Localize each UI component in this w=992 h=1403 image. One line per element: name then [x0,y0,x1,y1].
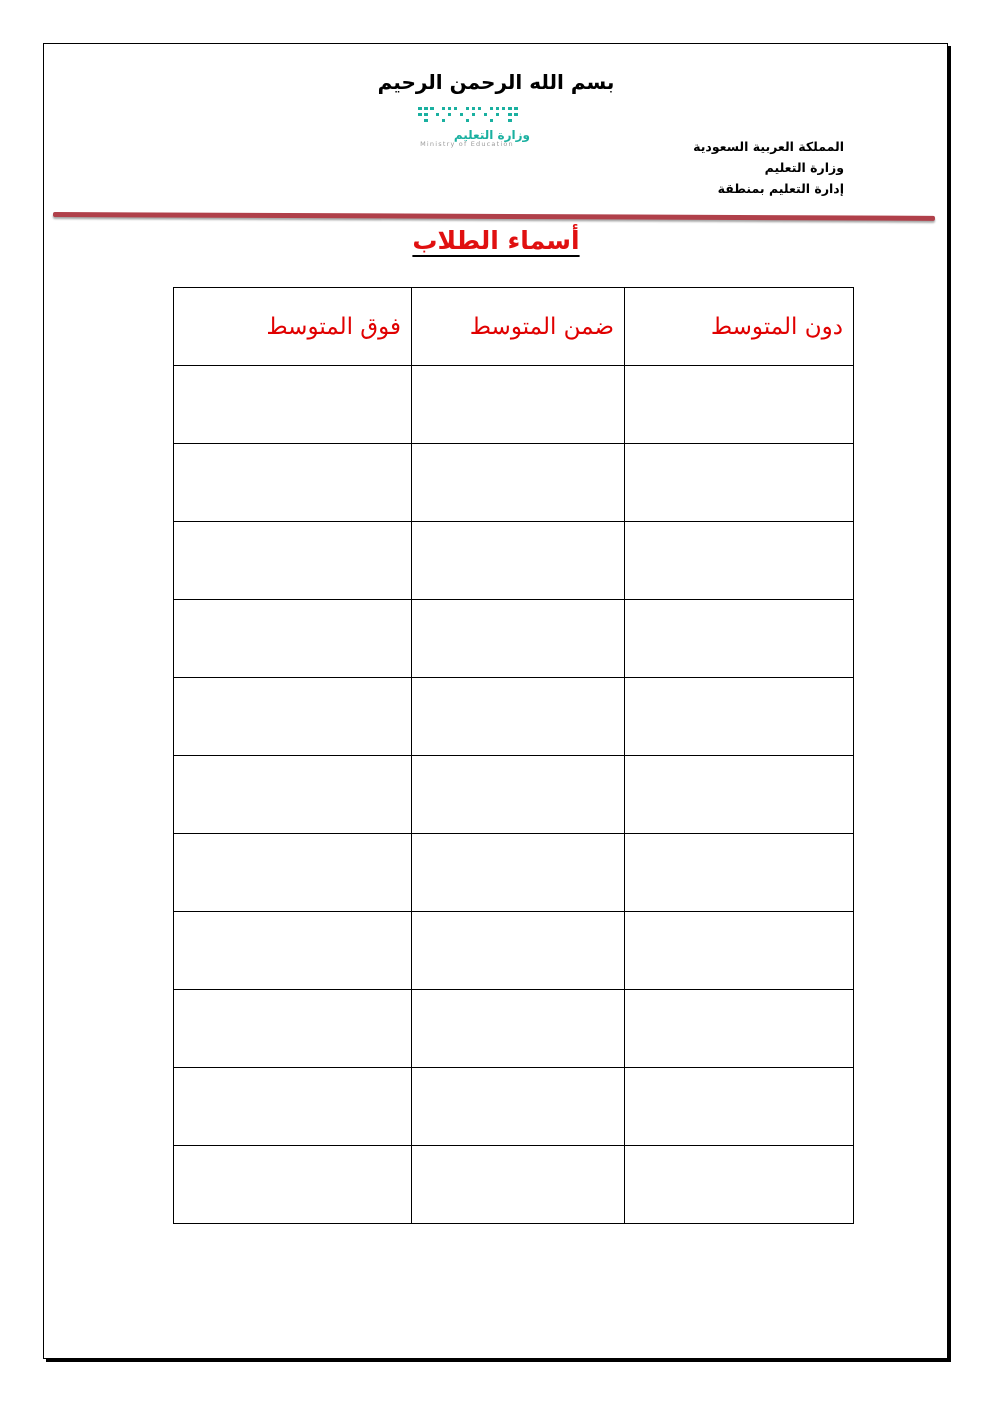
table-cell [625,990,854,1068]
table-body [174,366,854,1224]
table-cell [174,1068,412,1146]
table-cell [174,522,412,600]
page-title: أسماء الطلاب [412,226,580,255]
table-cell [174,678,412,756]
table-cell [625,834,854,912]
table-cell [412,366,625,444]
table-row [174,600,854,678]
table-cell [625,444,854,522]
table-row [174,990,854,1068]
table-cell [412,912,625,990]
table-row [174,366,854,444]
table-cell [625,1068,854,1146]
table-cell [412,444,625,522]
table-row [174,444,854,522]
table-cell [174,912,412,990]
table-row [174,834,854,912]
table-cell [412,600,625,678]
table-row [174,756,854,834]
table-cell [412,1068,625,1146]
table-header-row [174,288,854,366]
student-names-table [173,287,854,1224]
header-line-department: إدارة التعليم بمنطقة [717,181,844,196]
basmala: بسم الله الرحمن الرحيم [377,70,615,94]
table-cell [412,1146,625,1224]
table-cell [625,1146,854,1224]
table-cell [412,834,625,912]
table-row [174,912,854,990]
table-row [174,678,854,756]
column-header-average: ضمن المتوسط [412,288,625,366]
logo-name: وزارة التعليم [453,128,530,142]
table-cell [625,912,854,990]
header-line-ministry: وزارة التعليم [764,160,844,175]
column-header-below-average: دون المتوسط [625,288,854,366]
table-cell [174,600,412,678]
table-cell [174,366,412,444]
table-cell [625,756,854,834]
table-cell [174,1146,412,1224]
table-cell [625,678,854,756]
table-row [174,1146,854,1224]
table-cell [412,678,625,756]
table-cell [412,522,625,600]
table-row [174,522,854,600]
table-row [174,1068,854,1146]
page-title-wrap [0,226,992,255]
table-cell [174,756,412,834]
table-cell [625,600,854,678]
column-header-above-average: فوق المتوسط [174,288,412,366]
table-cell [625,522,854,600]
logo-subtitle: Ministry of Education [420,140,514,148]
table-cell [412,756,625,834]
table-cell [174,834,412,912]
table-cell [625,366,854,444]
table-cell [174,444,412,522]
header-info [693,136,844,199]
header-line-country: المملكة العربية السعودية [693,139,844,154]
table-cell [412,990,625,1068]
table-cell [174,990,412,1068]
